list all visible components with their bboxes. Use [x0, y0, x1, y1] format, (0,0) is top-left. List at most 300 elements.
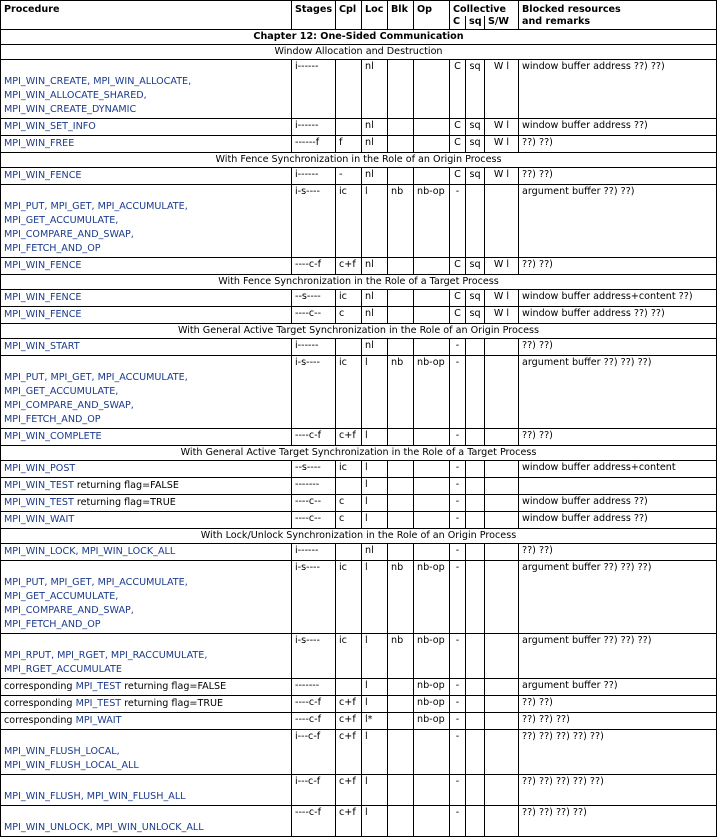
stages-cell: --s---- — [292, 461, 336, 478]
col-header-collective: Collective — [450, 1, 519, 17]
collective-sw-cell — [485, 561, 519, 634]
blk-cell — [388, 806, 414, 837]
collective-sq-cell — [466, 730, 485, 775]
procedure-name: MPI_GET_ACCUMULATE, — [4, 591, 119, 602]
op-cell — [414, 478, 450, 495]
remarks-cell: window buffer address ??) — [519, 512, 717, 529]
blk-cell — [388, 461, 414, 478]
cpl-cell: c+f — [336, 806, 362, 837]
op-cell — [414, 495, 450, 512]
section-title: With General Active Target Synchronization in the Role of an Origin Process — [1, 324, 717, 339]
procedure-cell — [1, 713, 292, 730]
blk-cell — [388, 696, 414, 713]
procedure-name: MPI_WIN_FENCE — [4, 309, 82, 320]
collective-sq-cell — [466, 356, 485, 429]
blk-cell — [388, 512, 414, 529]
procedure-cell — [1, 634, 292, 679]
procedure-text: returning flag=TRUE — [121, 698, 224, 709]
op-cell: nb-op — [414, 679, 450, 696]
section-title: With Lock/Unlock Synchronization in the Role of an Origin Process — [1, 529, 717, 544]
table-row — [1, 339, 717, 356]
procedure-text: corresponding — [4, 715, 76, 726]
cpl-cell: c — [336, 307, 362, 324]
blk-cell — [388, 679, 414, 696]
procedure-name: MPI_WIN_FLUSH, MPI_WIN_FLUSH_ALL — [4, 791, 186, 802]
procedure-name: MPI_GET_ACCUMULATE, — [4, 215, 119, 226]
remarks-cell — [519, 478, 717, 495]
collective-sw-cell — [485, 356, 519, 429]
op-cell — [414, 544, 450, 561]
collective-sw-cell — [485, 185, 519, 258]
table-row — [1, 307, 717, 324]
procedure-name: MPI_WIN_FLUSH_LOCAL_ALL — [4, 760, 139, 771]
procedure-cell — [1, 775, 292, 806]
blk-cell — [388, 119, 414, 136]
collective-c-cell: - — [450, 775, 466, 806]
loc-cell: l — [362, 730, 388, 775]
procedure-name: MPI_WIN_SET_INFO — [4, 121, 96, 132]
op-cell — [414, 258, 450, 275]
collective-sw-cell: W l — [485, 307, 519, 324]
procedure-name: MPI_WIN_CREATE, MPI_WIN_ALLOCATE, — [4, 76, 192, 87]
collective-c-cell: C — [450, 307, 466, 324]
procedure-cell — [1, 679, 292, 696]
procedure-cell — [1, 478, 292, 495]
blk-cell: nb — [388, 561, 414, 634]
stages-cell: ----c-f — [292, 696, 336, 713]
section-title: With Fence Synchronization in the Role of an Origin Process — [1, 153, 717, 168]
table-body — [1, 30, 717, 837]
op-cell: nb-op — [414, 356, 450, 429]
loc-cell: l — [362, 495, 388, 512]
procedure-cell — [1, 290, 292, 307]
stages-cell: i------ — [292, 60, 336, 119]
cpl-cell: ic — [336, 561, 362, 634]
table-row — [1, 429, 717, 446]
procedure-name: MPI_COMPARE_AND_SWAP, — [4, 605, 134, 616]
col-header-cpl: Cpl — [336, 1, 362, 30]
procedure-text: corresponding — [4, 681, 76, 692]
collective-sq-cell — [466, 495, 485, 512]
collective-sq-cell — [466, 429, 485, 446]
cpl-cell: c+f — [336, 429, 362, 446]
collective-c-cell: C — [450, 60, 466, 119]
stages-cell: i------ — [292, 119, 336, 136]
cpl-cell — [336, 119, 362, 136]
op-cell — [414, 307, 450, 324]
procedure-cell — [1, 168, 292, 185]
loc-cell: nl — [362, 168, 388, 185]
procedure-name: MPI_RGET_ACCUMULATE — [4, 664, 122, 675]
remarks-cell: ??) ??) ??) ??) — [519, 806, 717, 837]
procedure-name: MPI_PUT, MPI_GET, MPI_ACCUMULATE, — [4, 201, 188, 212]
table-row — [1, 696, 717, 713]
col-header-c: C — [450, 16, 466, 30]
op-cell: nb-op — [414, 185, 450, 258]
procedure-cell — [1, 544, 292, 561]
collective-sw-cell — [485, 478, 519, 495]
collective-c-cell: - — [450, 356, 466, 429]
collective-sq-cell — [466, 461, 485, 478]
table-row — [1, 60, 717, 119]
op-cell — [414, 136, 450, 153]
blk-cell — [388, 60, 414, 119]
collective-c-cell: C — [450, 168, 466, 185]
collective-c-cell: - — [450, 561, 466, 634]
collective-sw-cell — [485, 512, 519, 529]
procedure-cell — [1, 429, 292, 446]
collective-sw-cell — [485, 461, 519, 478]
collective-c-cell: - — [450, 185, 466, 258]
procedure-text: returning flag=TRUE — [73, 497, 176, 508]
cpl-cell: f — [336, 136, 362, 153]
collective-c-cell: - — [450, 730, 466, 775]
procedure-name: MPI_WIN_LOCK, MPI_WIN_LOCK_ALL — [4, 546, 176, 557]
procedure-cell — [1, 696, 292, 713]
collective-c-cell: - — [450, 495, 466, 512]
collective-sw-cell: W l — [485, 290, 519, 307]
remarks-cell: window buffer address+content ??) — [519, 290, 717, 307]
col-header-op: Op — [414, 1, 450, 30]
collective-sq-cell — [466, 561, 485, 634]
section-header-row — [1, 324, 717, 339]
collective-sw-cell: W l — [485, 136, 519, 153]
cpl-cell: c — [336, 512, 362, 529]
collective-sq-cell: sq — [466, 119, 485, 136]
collective-sq-cell — [466, 775, 485, 806]
procedure-name: MPI_WIN_TEST — [4, 497, 74, 508]
collective-sq-cell — [466, 634, 485, 679]
blk-cell — [388, 168, 414, 185]
section-header-row — [1, 446, 717, 461]
cpl-cell: ic — [336, 185, 362, 258]
stages-cell: ----c-f — [292, 429, 336, 446]
procedure-name: MPI_GET_ACCUMULATE, — [4, 386, 119, 397]
collective-sw-cell — [485, 696, 519, 713]
procedure-cell — [1, 185, 292, 258]
collective-sw-cell — [485, 713, 519, 730]
table-row — [1, 258, 717, 275]
col-header-sw: S/W — [485, 16, 519, 30]
collective-sq-cell — [466, 512, 485, 529]
op-cell: nb-op — [414, 713, 450, 730]
procedure-name: MPI_WIN_FLUSH_LOCAL, — [4, 746, 120, 757]
remarks-cell: ??) ??) — [519, 696, 717, 713]
stages-cell: --s---- — [292, 290, 336, 307]
op-cell — [414, 806, 450, 837]
collective-c-cell: - — [450, 478, 466, 495]
table-row — [1, 512, 717, 529]
blk-cell — [388, 429, 414, 446]
table-row — [1, 495, 717, 512]
procedure-name: MPI_WIN_UNLOCK, MPI_WIN_UNLOCK_ALL — [4, 822, 204, 833]
cpl-cell: c+f — [336, 258, 362, 275]
procedure-name: MPI_TEST — [75, 698, 122, 709]
section-title: With Fence Synchronization in the Role of a Target Process — [1, 275, 717, 290]
stages-cell: ----c-- — [292, 495, 336, 512]
table-row — [1, 356, 717, 429]
collective-c-cell: - — [450, 806, 466, 837]
remarks-cell: window buffer address ??) ??) — [519, 60, 717, 119]
cpl-cell — [336, 544, 362, 561]
procedure-name: MPI_PUT, MPI_GET, MPI_ACCUMULATE, — [4, 372, 188, 383]
procedure-cell — [1, 339, 292, 356]
table-row — [1, 679, 717, 696]
cpl-cell: ic — [336, 634, 362, 679]
procedure-name: MPI_WIN_COMPLETE — [4, 431, 102, 442]
section-header-row — [1, 275, 717, 290]
procedure-name: MPI_WIN_FENCE — [4, 260, 82, 271]
table-row — [1, 168, 717, 185]
collective-c-cell: - — [450, 713, 466, 730]
procedure-name: MPI_WIN_FENCE — [4, 170, 82, 181]
collective-c-cell: C — [450, 258, 466, 275]
table-row — [1, 461, 717, 478]
blk-cell — [388, 730, 414, 775]
op-cell: nb-op — [414, 696, 450, 713]
col-header-loc: Loc — [362, 1, 388, 30]
cpl-cell: c+f — [336, 775, 362, 806]
op-cell — [414, 429, 450, 446]
col-header-remarks: and remarks — [519, 16, 717, 30]
procedure-name: MPI_PUT, MPI_GET, MPI_ACCUMULATE, — [4, 577, 188, 588]
collective-c-cell: C — [450, 290, 466, 307]
chapter-row — [1, 30, 717, 45]
procedure-text: returning flag=FALSE — [121, 681, 227, 692]
loc-cell: l — [362, 429, 388, 446]
stages-cell: i-s---- — [292, 356, 336, 429]
op-cell — [414, 730, 450, 775]
loc-cell: nl — [362, 307, 388, 324]
section-header-row — [1, 45, 717, 60]
blk-cell — [388, 258, 414, 275]
collective-sq-cell — [466, 185, 485, 258]
op-cell — [414, 775, 450, 806]
op-cell — [414, 119, 450, 136]
procedure-cell — [1, 60, 292, 119]
op-cell: nb-op — [414, 561, 450, 634]
stages-cell: ----c-- — [292, 307, 336, 324]
loc-cell: nl — [362, 339, 388, 356]
procedure-cell — [1, 561, 292, 634]
loc-cell: l — [362, 775, 388, 806]
remarks-cell: ??) ??) ??) ??) ??) — [519, 775, 717, 806]
loc-cell: l — [362, 512, 388, 529]
collective-sw-cell — [485, 429, 519, 446]
table-row — [1, 136, 717, 153]
blk-cell — [388, 775, 414, 806]
collective-sw-cell: W l — [485, 60, 519, 119]
collective-sq-cell: sq — [466, 307, 485, 324]
remarks-cell: ??) ??) — [519, 339, 717, 356]
loc-cell: l — [362, 356, 388, 429]
collective-sw-cell — [485, 544, 519, 561]
collective-sq-cell — [466, 806, 485, 837]
table-row — [1, 730, 717, 775]
collective-sw-cell: W l — [485, 168, 519, 185]
stages-cell: ----c-- — [292, 512, 336, 529]
stages-cell: ------f — [292, 136, 336, 153]
collective-c-cell: - — [450, 679, 466, 696]
cpl-cell — [336, 679, 362, 696]
col-header-blocked: Blocked resources — [519, 1, 717, 17]
table-row — [1, 185, 717, 258]
loc-cell: nl — [362, 119, 388, 136]
procedure-cell — [1, 258, 292, 275]
procedure-name: MPI_TEST — [75, 681, 122, 692]
col-header-procedure: Procedure — [1, 1, 292, 30]
procedure-name: MPI_COMPARE_AND_SWAP, — [4, 229, 134, 240]
procedure-cell — [1, 806, 292, 837]
remarks-cell: window buffer address ??) — [519, 119, 717, 136]
op-cell — [414, 339, 450, 356]
loc-cell: l — [362, 679, 388, 696]
procedure-name: MPI_WIN_FREE — [4, 138, 75, 149]
collective-sw-cell — [485, 730, 519, 775]
remarks-cell: ??) ??) ??) — [519, 713, 717, 730]
stages-cell: ----c-f — [292, 713, 336, 730]
collective-sq-cell — [466, 478, 485, 495]
collective-c-cell: - — [450, 544, 466, 561]
blk-cell — [388, 136, 414, 153]
stages-cell: i------ — [292, 544, 336, 561]
cpl-cell: c+f — [336, 713, 362, 730]
blk-cell — [388, 339, 414, 356]
collective-sw-cell — [485, 339, 519, 356]
loc-cell: l — [362, 185, 388, 258]
procedure-name: MPI_WIN_CREATE_DYNAMIC — [4, 104, 137, 115]
cpl-cell: ic — [336, 356, 362, 429]
loc-cell: nl — [362, 136, 388, 153]
collective-sw-cell: W l — [485, 119, 519, 136]
blk-cell: nb — [388, 634, 414, 679]
cpl-cell: c+f — [336, 696, 362, 713]
op-cell: nb-op — [414, 634, 450, 679]
collective-sq-cell — [466, 696, 485, 713]
collective-c-cell: - — [450, 339, 466, 356]
table-row — [1, 290, 717, 307]
stages-cell: i-s---- — [292, 561, 336, 634]
cpl-cell: ic — [336, 290, 362, 307]
procedure-cell — [1, 136, 292, 153]
loc-cell: l — [362, 634, 388, 679]
stages-cell: ----c-f — [292, 806, 336, 837]
remarks-cell: ??) ??) ??) ??) ??) — [519, 730, 717, 775]
section-title: Window Allocation and Destruction — [1, 45, 717, 60]
collective-c-cell: - — [450, 696, 466, 713]
collective-sq-cell — [466, 679, 485, 696]
col-header-stages: Stages — [292, 1, 336, 30]
collective-sq-cell: sq — [466, 168, 485, 185]
collective-sq-cell: sq — [466, 136, 485, 153]
cpl-cell: c+f — [336, 730, 362, 775]
procedure-cell — [1, 495, 292, 512]
cpl-cell: ic — [336, 461, 362, 478]
section-header-row — [1, 153, 717, 168]
cpl-cell: c — [336, 495, 362, 512]
blk-cell — [388, 495, 414, 512]
col-header-blk: Blk — [388, 1, 414, 30]
collective-sq-cell — [466, 339, 485, 356]
loc-cell: nl — [362, 544, 388, 561]
procedure-name: MPI_COMPARE_AND_SWAP, — [4, 400, 134, 411]
procedure-cell — [1, 461, 292, 478]
op-cell — [414, 60, 450, 119]
collective-c-cell: C — [450, 136, 466, 153]
cpl-cell: - — [336, 168, 362, 185]
blk-cell — [388, 290, 414, 307]
procedure-name: MPI_WIN_START — [4, 341, 80, 352]
procedure-cell — [1, 356, 292, 429]
procedure-text: corresponding — [4, 698, 76, 709]
table-row — [1, 806, 717, 837]
procedure-text: returning flag=FALSE — [73, 480, 179, 491]
blk-cell — [388, 478, 414, 495]
stages-cell: ------- — [292, 679, 336, 696]
section-header-row — [1, 529, 717, 544]
collective-sq-cell: sq — [466, 258, 485, 275]
stages-cell: i-s---- — [292, 185, 336, 258]
procedure-name: MPI_WIN_POST — [4, 463, 76, 474]
procedure-cell — [1, 730, 292, 775]
collective-c-cell: - — [450, 429, 466, 446]
table-row — [1, 713, 717, 730]
remarks-cell: argument buffer ??) — [519, 679, 717, 696]
loc-cell: l* — [362, 713, 388, 730]
remarks-cell: ??) ??) — [519, 168, 717, 185]
header-row — [1, 1, 717, 17]
remarks-cell: argument buffer ??) ??) — [519, 185, 717, 258]
procedure-name: MPI_WAIT — [75, 715, 122, 726]
blk-cell — [388, 307, 414, 324]
collective-sq-cell — [466, 544, 485, 561]
collective-sw-cell — [485, 679, 519, 696]
loc-cell: l — [362, 696, 388, 713]
loc-cell: l — [362, 806, 388, 837]
remarks-cell: argument buffer ??) ??) ??) — [519, 634, 717, 679]
loc-cell: l — [362, 461, 388, 478]
cpl-cell — [336, 478, 362, 495]
procedure-name: MPI_WIN_ALLOCATE_SHARED, — [4, 90, 147, 101]
remarks-cell: ??) ??) — [519, 136, 717, 153]
table-row — [1, 561, 717, 634]
cpl-cell — [336, 60, 362, 119]
cpl-cell — [336, 339, 362, 356]
stages-cell: ----c-f — [292, 258, 336, 275]
collective-c-cell: - — [450, 461, 466, 478]
table-row — [1, 775, 717, 806]
loc-cell: l — [362, 478, 388, 495]
collective-sw-cell: W l — [485, 258, 519, 275]
blk-cell: nb — [388, 356, 414, 429]
blk-cell — [388, 544, 414, 561]
stages-cell: i------ — [292, 339, 336, 356]
remarks-cell: window buffer address+content — [519, 461, 717, 478]
collective-sw-cell — [485, 775, 519, 806]
collective-c-cell: - — [450, 634, 466, 679]
collective-sw-cell — [485, 495, 519, 512]
chapter-title: Chapter 12: One-Sided Communication — [1, 30, 717, 45]
section-title: With General Active Target Synchronization in the Role of a Target Process — [1, 446, 717, 461]
remarks-cell: window buffer address ??) — [519, 495, 717, 512]
op-cell — [414, 512, 450, 529]
loc-cell: nl — [362, 60, 388, 119]
stages-cell: i-s---- — [292, 634, 336, 679]
procedure-name: MPI_FETCH_AND_OP — [4, 243, 101, 254]
blk-cell — [388, 713, 414, 730]
procedure-name: MPI_RPUT, MPI_RGET, MPI_RACCUMULATE, — [4, 650, 208, 661]
stages-cell: ------- — [292, 478, 336, 495]
